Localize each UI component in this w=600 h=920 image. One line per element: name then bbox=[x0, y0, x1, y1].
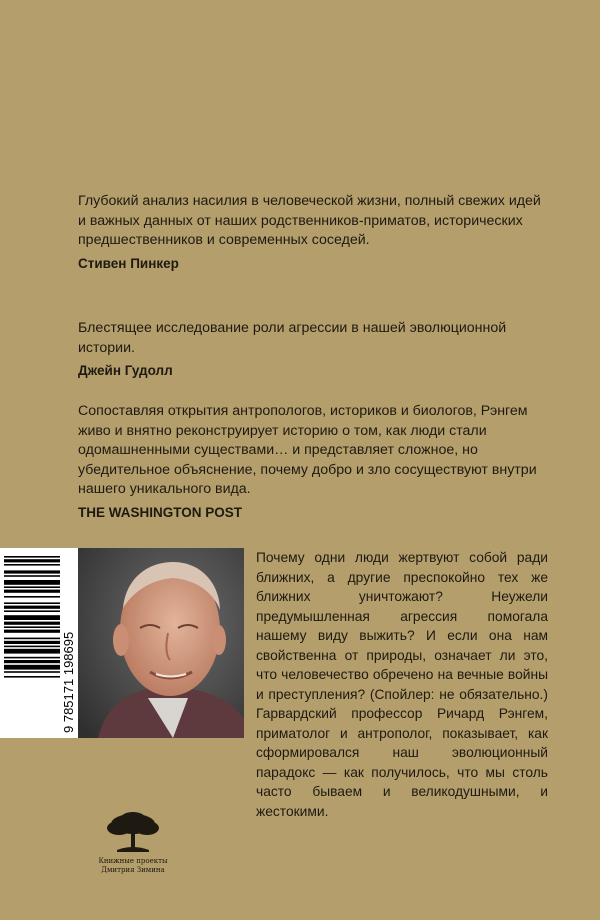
barcode-bar bbox=[4, 580, 60, 585]
barcode-bar bbox=[4, 596, 60, 598]
barcode-bar bbox=[4, 646, 60, 648]
barcode-bar bbox=[4, 556, 60, 558]
barcode-bar bbox=[4, 649, 60, 654]
barcode-bar bbox=[4, 660, 60, 663]
barcode-bar bbox=[4, 564, 60, 566]
barcode-bar bbox=[4, 590, 60, 593]
quote-author: Стивен Пинкер bbox=[78, 255, 179, 271]
barcode-bar bbox=[4, 665, 60, 670]
barcode-bar bbox=[4, 615, 60, 620]
barcode-bar bbox=[4, 622, 60, 625]
barcode-number: 9 785171 198695 bbox=[61, 631, 76, 733]
tree-icon bbox=[103, 810, 163, 854]
quote-washington-post bbox=[78, 402, 548, 522]
description-text: Почему одни люди жертвуют собой ради ближних, а другие преспокойно тех же ближних уничтожают? Неужели предумышленная агрессия помогала нашему виду выжить? И если она нам свойственна от природы, означает ли это, что человечество обречено на вечные войны и преступления? (Спойлер: не обязательно.) Гарвардский профессор Ричард Рэнгем, приматолог и антрополог, показывает, как сформировался наш эволюционный парадокс — как получилось, что мы столь часто бываем и великодушными, и жестокими. bbox=[256, 550, 548, 819]
isbn-barcode bbox=[0, 548, 78, 738]
quote-text: Блестящее исследование роли агрессии в нашей эволюционной истории. bbox=[78, 320, 507, 356]
quote-goodall bbox=[78, 319, 548, 381]
quote-author: Джейн Гудолл bbox=[78, 363, 173, 378]
barcode-bar bbox=[4, 657, 60, 659]
publisher-line-2: Дмитрия Зимина bbox=[101, 866, 165, 874]
publisher-logo bbox=[78, 810, 188, 875]
book-description bbox=[256, 548, 548, 821]
barcode-bar bbox=[4, 626, 60, 628]
barcode-bar bbox=[4, 606, 60, 609]
barcode-bar bbox=[4, 559, 60, 562]
barcode-bar bbox=[4, 638, 60, 640]
barcode-bar bbox=[4, 575, 60, 577]
barcode-bar bbox=[4, 671, 60, 673]
barcode-bar bbox=[4, 641, 60, 644]
barcode-bar bbox=[4, 602, 60, 604]
barcode-bar bbox=[4, 570, 60, 573]
barcode-bar bbox=[4, 676, 60, 678]
barcode-bar bbox=[4, 630, 60, 633]
quote-text: Сопоставляя открытия антропологов, историков и биологов, Рэнгем живо и внятно реконструирует историю о том, как люди стали одомашненными существами… и представляет сложное, но убедительное объяснение, почему добро и зло сосуществуют внутри нашего уникального вида. bbox=[78, 403, 537, 497]
quote-text: Глубокий анализ насилия в человеческой жизни, полный свежих идей и важных данных от наших родственников-приматов, исторических предшественников и современных соседей. bbox=[78, 193, 541, 248]
barcode-bar bbox=[4, 586, 60, 588]
publisher-line-1: Книжные проекты bbox=[98, 857, 168, 865]
author-photo bbox=[78, 548, 244, 738]
quote-pinker bbox=[78, 192, 548, 273]
quote-author: THE WASHINGTON POST bbox=[78, 504, 243, 520]
barcode-bar bbox=[4, 610, 60, 612]
publisher-name bbox=[78, 857, 188, 875]
